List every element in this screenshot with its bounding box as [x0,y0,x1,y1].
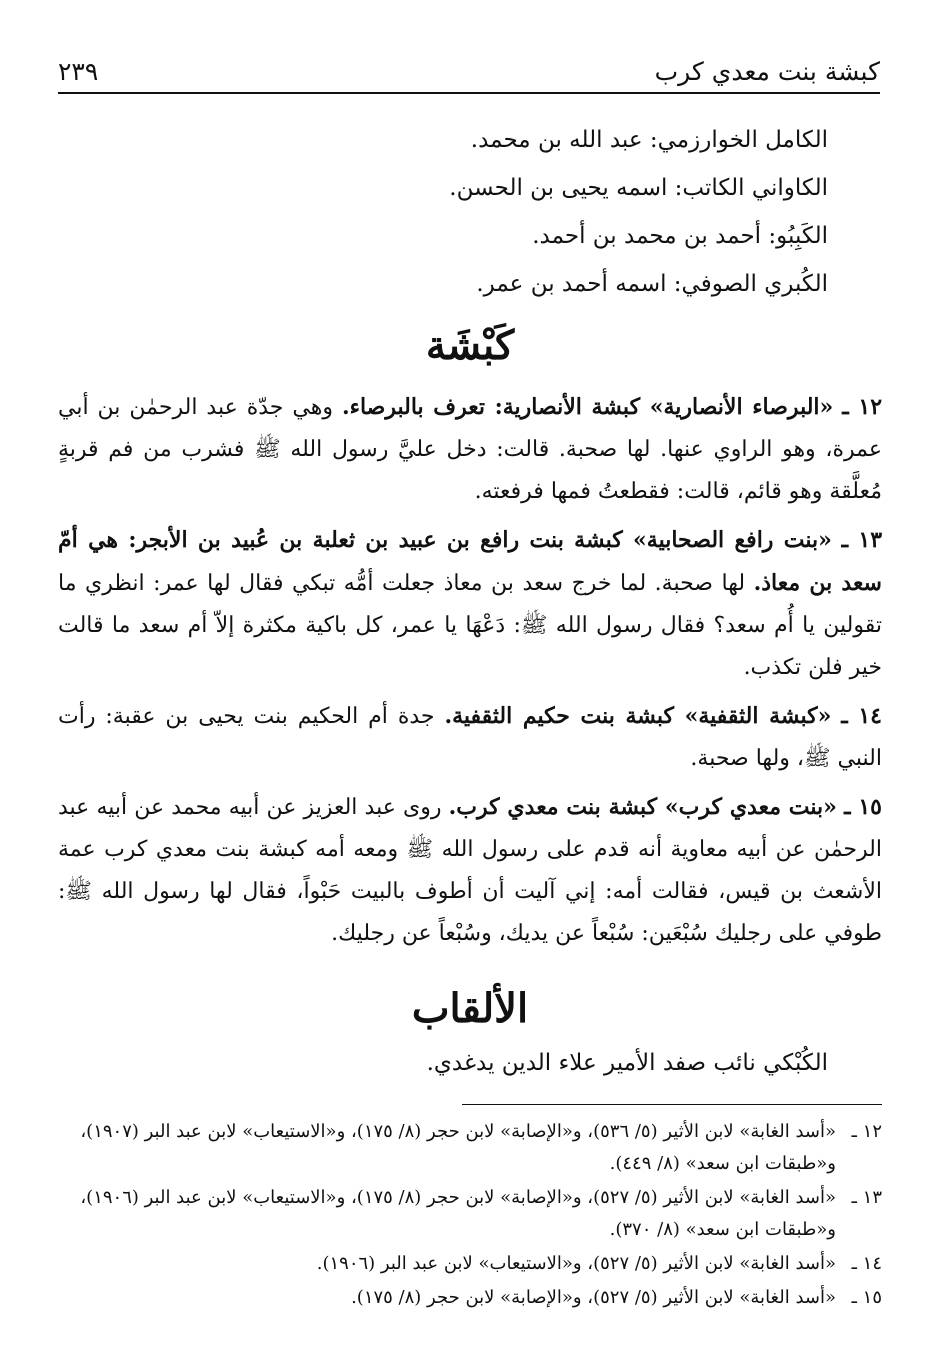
entry-number: ١٢ ـ [842,394,883,420]
entry-text: روى عبد العزيز عن أبيه محمد عن أبيه عبد الرحمٰن عن أبيه معاوية أنه قدم على رسول الله ﷺ ومعه أمه كبشة بنت معدي كرب عمة الأشعث بن قيس، فقالت أمه: إني آليت أن أطوف بالبيت حَبْواً، فقال لها رسول الله ﷺ: طوفي على رجليك سُبْعَين: سُبْعاً عن يديك، وسُبْعاً عن رجليك. [58,795,882,946]
footnote [58,1282,882,1314]
entry-number: ١٥ ـ [844,794,882,820]
footnote-text: «أسد الغابة» لابن الأثير (٥/ ٥٢٧)، و«الاستيعاب» لابن عبد البر (١٩٠٦). [316,1253,836,1274]
entry-heading: «البرصاء الأنصارية» كبشة الأنصارية: تعرف بالبرصاء. [341,394,834,420]
footnotes [58,1116,882,1316]
entry-heading: «كبشة الثقفية» كبشة بنت حكيم الثقفية. [444,703,832,729]
entry-line: الكاواني الكاتب: اسمه يحيى بن الحسن. [449,175,828,201]
footnote-separator [462,1104,882,1105]
entry-text: لها صحبة. لما خرج سعد بن معاذ جعلت أمُّه تبكي فقال لها عمر: انظري ما تقولين يا أُم سعد؟ فقال رسول الله ﷺ: دَعْهَا يا عمر، كل باكية مكثرة إلاّ أم سعد ما قالت خير فلن تكذب. [58,571,882,680]
entry-number: ١٤ ـ [841,703,882,729]
entry-text: وهي جدّة عبد الرحمٰن بن أبي عمرة، وهو الراوي عنها. لها صحبة. قالت: دخل عليَّ رسول الله ﷺ فشرب من فم قربةٍ مُعلَّقة وهو قائم، قالت: فقطعتُ فمها فرفعته. [58,395,882,504]
biography-paragraphs [58,386,882,961]
footnote [58,1248,882,1280]
running-title: كبشة بنت معدي كرب [654,57,880,86]
alqab-entry: الكُبْكي نائب صفد الأمير علاء الدين يدغدي. [426,1050,828,1076]
biography-paragraph [58,386,882,513]
footnote-number: ١٥ ـ [851,1287,882,1308]
entry-heading: «بنت معدي كرب» كبشة بنت معدي كرب. [448,794,837,820]
footnote-text: «أسد الغابة» لابن الأثير (٥/ ٥٣٦)، و«الإصابة» لابن حجر (٨/ ١٧٥)، و«الاستيعاب» لابن عبد البر (١٩٠٧)، و«طبقات ابن سعد» (٨/ ٤٤٩). [80,1121,836,1174]
entry-number: ١٣ ـ [841,527,883,553]
entry-text: جدة أم الحكيم بنت يحيى بن عقبة: رأت النبي ﷺ، ولها صحبة. [58,704,882,771]
biography-paragraph [58,786,882,955]
entry-heading: «بنت رافع الصحابية» كبشة بنت رافع بن عبيد بن ثعلبة بن عُبيد بن الأبجر: هي أمّ سعد بن معاذ. [58,527,882,596]
section-heading-alqab: الألقاب [411,985,529,1032]
biography-paragraph [58,519,882,689]
footnote-number: ١٤ ـ [851,1253,882,1274]
footnote-text: «أسد الغابة» لابن الأثير (٥/ ٥٢٧)، و«الإصابة» لابن حجر (٨/ ١٧٥)، و«الاستيعاب» لابن عبد البر (١٩٠٦)، و«طبقات ابن سعد» (٨/ ٣٧٠). [80,1187,836,1240]
entry-line: الكَبِبُو: أحمد بن محمد بن أحمد. [532,223,828,249]
footnote [58,1182,882,1246]
section-heading-kabsha: كَبْشَة [425,322,515,369]
footnote-number: ١٢ ـ [851,1121,882,1142]
biography-paragraph [58,695,882,780]
page-header [58,48,880,94]
entry-line: الكامل الخوارزمي: عبد الله بن محمد. [470,127,828,153]
page-number: ٢٣٩ [58,57,99,86]
entry-line: الكُبري الصوفي: اسمه أحمد بن عمر. [476,271,828,297]
footnote [58,1116,882,1180]
footnote-text: «أسد الغابة» لابن الأثير (٥/ ٥٢٧)، و«الإصابة» لابن حجر (٨/ ١٧٥). [351,1287,836,1308]
footnote-number: ١٣ ـ [851,1187,882,1208]
entries-list [60,116,828,308]
